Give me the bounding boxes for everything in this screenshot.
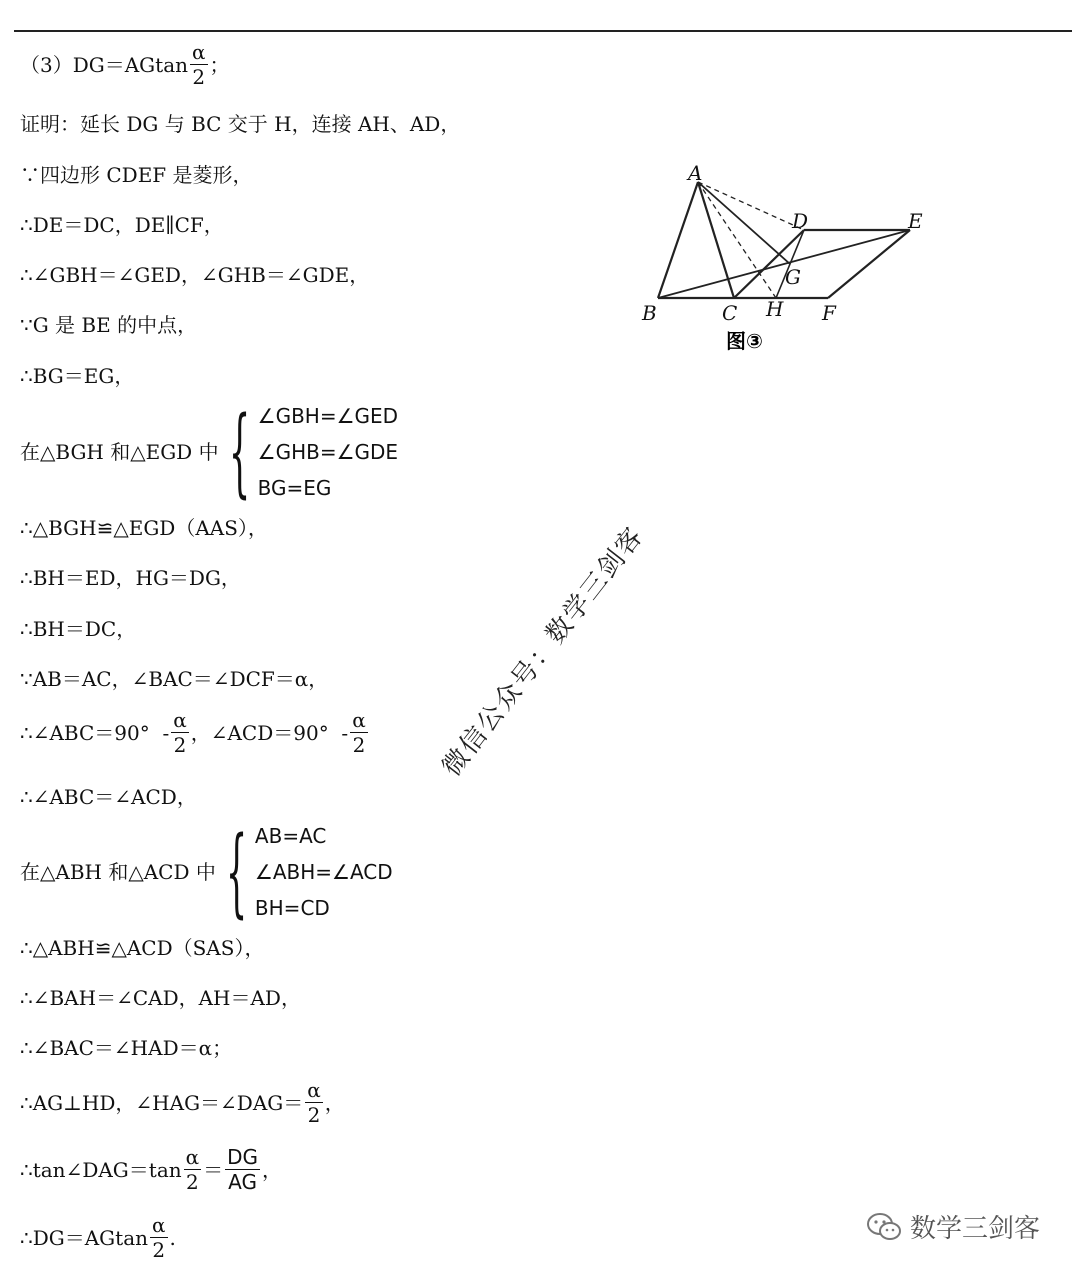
- proof-line: ∴△ABH≌△ACD（SAS），: [20, 936, 265, 960]
- segment-AB: [658, 182, 698, 298]
- numerator: α: [352, 708, 366, 732]
- point-D: D: [792, 209, 809, 233]
- fraction: [190, 40, 208, 89]
- geometry-figure: [630, 160, 950, 360]
- wechat-icon: [866, 1211, 902, 1243]
- text: ；: [209, 52, 230, 77]
- fraction: [184, 1145, 202, 1194]
- brace: {: [225, 816, 248, 928]
- system-row: ∠GHB=∠GDE: [257, 440, 399, 464]
- denominator: 2: [152, 1238, 166, 1263]
- figure-svg: [630, 160, 950, 360]
- proof-line: ∴△BGH≌△EGD（AAS），: [20, 516, 268, 540]
- fraction: [225, 1145, 260, 1194]
- point-C: C: [722, 301, 738, 325]
- numerator: α: [152, 1213, 166, 1237]
- proof-line: ∴∠ABC＝∠ACD，: [20, 785, 197, 809]
- text: 在△ABH 和△ACD 中: [20, 860, 216, 884]
- numerator: α: [185, 1145, 200, 1169]
- text: ∴AG⊥HD，∠HAG＝∠DAG＝: [20, 1090, 304, 1115]
- text: ，∠ACD＝90° -: [190, 720, 349, 745]
- brand-footer: [866, 1208, 1040, 1245]
- text: ，: [262, 1157, 283, 1182]
- point-B: B: [642, 301, 657, 325]
- brace: {: [228, 396, 250, 508]
- denominator: 2: [186, 1170, 199, 1195]
- denominator: 2: [192, 65, 206, 90]
- proof-line: ∵四边形 CDEF 是菱形，: [20, 163, 253, 187]
- segment-AC: [698, 182, 734, 298]
- text: ∴tan∠DAG＝tan: [20, 1157, 182, 1182]
- system-row: ∠GBH=∠GED: [257, 404, 399, 428]
- fraction: [305, 1078, 323, 1127]
- numerator: α: [192, 40, 206, 64]
- text: （3）DG＝AGtan: [20, 52, 188, 77]
- fraction: [171, 708, 189, 757]
- brand-name: 数学三剑客: [910, 1214, 1041, 1244]
- proof-line: ∴∠BAC＝∠HAD＝α；: [20, 1036, 233, 1060]
- denominator: 2: [352, 733, 366, 758]
- text: ∴DG＝AGtan: [20, 1225, 148, 1250]
- system-row: BG=EG: [257, 476, 332, 500]
- proof-line-perpendicular: [20, 1078, 345, 1127]
- proof-line: ∴DE＝DC，DE∥CF，: [20, 213, 224, 237]
- text: ，: [324, 1090, 345, 1115]
- proof-line: ∴∠BAH＝∠CAD，AH＝AD，: [20, 986, 301, 1010]
- congruence-system-1: [20, 398, 398, 506]
- conclusion-line: [20, 1213, 176, 1262]
- proof-line-angles: [20, 708, 370, 757]
- numerator: α: [307, 1078, 321, 1102]
- text: .: [169, 1225, 176, 1250]
- watermark: 微信公众号：数学三剑客: [436, 520, 651, 783]
- proof-line-tan: [20, 1145, 282, 1194]
- point-E: E: [908, 209, 923, 233]
- text: ＝: [203, 1157, 224, 1182]
- system-row: ∠ABH=∠ACD: [254, 860, 393, 884]
- congruence-system-2: [20, 818, 393, 926]
- proof-line: ∵AB＝AC，∠BAC＝∠DCF＝α，: [20, 667, 329, 691]
- text: 在△BGH 和△EGD 中: [20, 440, 219, 464]
- proof-line: 证明：延长 DG 与 BC 交于 H，连接 AH、AD，: [20, 112, 461, 136]
- segment-BE: [658, 230, 910, 298]
- system-row: AB=AC: [254, 824, 327, 848]
- proof-line: ∴∠GBH＝∠GED，∠GHB＝∠GDE，: [20, 263, 370, 287]
- part-3-statement: [20, 40, 230, 89]
- numerator: α: [173, 708, 187, 732]
- point-F: F: [822, 301, 836, 325]
- text: ∴∠ABC＝90° -: [20, 720, 170, 745]
- denominator: AG: [228, 1170, 257, 1195]
- proof-line: ∴BH＝DC，: [20, 617, 137, 641]
- denominator: 2: [173, 733, 187, 758]
- proof-line: ∴BH＝ED，HG＝DG，: [20, 566, 241, 590]
- point-A: A: [688, 161, 703, 185]
- system-row: BH=CD: [254, 896, 330, 920]
- fraction: [150, 1213, 168, 1262]
- proof-line: ∴BG＝EG，: [20, 364, 135, 388]
- point-H: H: [766, 297, 784, 321]
- top-rule: [14, 30, 1072, 32]
- denominator: 2: [307, 1103, 321, 1128]
- point-G: G: [785, 265, 801, 289]
- proof-line: ∵G 是 BE 的中点，: [20, 313, 198, 337]
- figure-caption: 图③: [726, 329, 763, 353]
- numerator: DG: [227, 1145, 259, 1169]
- fraction: [350, 708, 368, 757]
